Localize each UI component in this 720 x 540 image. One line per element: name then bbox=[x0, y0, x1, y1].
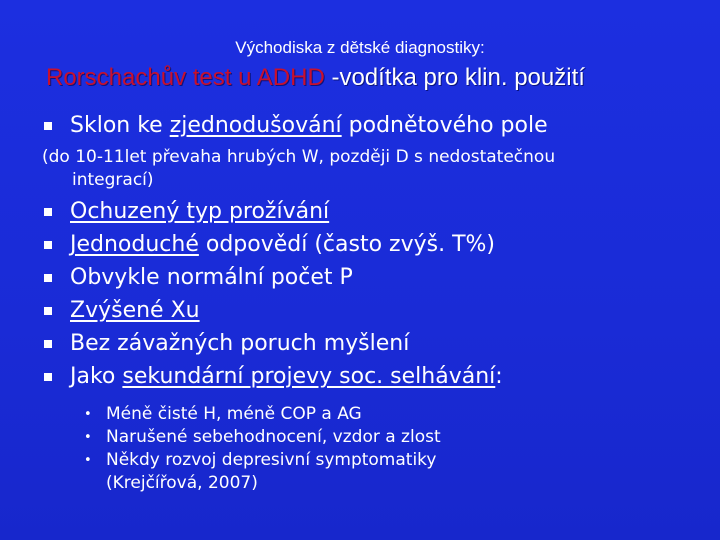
sub-bullet-item bbox=[84, 472, 644, 495]
bullet-item bbox=[44, 265, 353, 290]
bullet-item bbox=[44, 232, 495, 257]
bullet-text: Obvykle normální počet P bbox=[70, 265, 353, 290]
bullet-item bbox=[44, 364, 503, 389]
slide-title bbox=[46, 64, 585, 92]
slide-subtitle: Východiska z dětské diagnostiky: bbox=[235, 38, 485, 57]
sub-bullet-item bbox=[84, 403, 644, 426]
dot-bullet-icon: • bbox=[84, 430, 92, 445]
sub-bullet-text: Narušené sebehodnocení, vzdor a zlost bbox=[106, 427, 441, 447]
title-rest: -vodítka pro klin. použití bbox=[324, 64, 585, 91]
square-bullet-icon bbox=[44, 241, 52, 249]
bullet-item bbox=[44, 199, 329, 224]
note-line: (do 10-11let převaha hrubých W, později D s nedostatečnou bbox=[42, 147, 556, 167]
sub-bullet-text: Někdy rozvoj depresivní symptomatiky bbox=[106, 450, 437, 470]
dot-bullet-icon: • bbox=[84, 407, 92, 422]
bullet-text: Sklon ke zjednodušování podnětového pole bbox=[70, 113, 548, 138]
bullet-item bbox=[44, 331, 409, 356]
title-highlight: Rorschachův test u ADHD bbox=[46, 64, 325, 91]
bullet-item bbox=[44, 298, 200, 323]
bullet-text: Zvýšené Xu bbox=[70, 298, 200, 323]
bullet-text: Bez závažných poruch myšlení bbox=[70, 331, 410, 356]
underlined-term: zjednodušování bbox=[169, 113, 342, 138]
bullet-item bbox=[44, 113, 548, 138]
note-line: integrací) bbox=[72, 170, 154, 190]
square-bullet-icon bbox=[44, 340, 52, 348]
square-bullet-icon bbox=[44, 274, 52, 282]
sub-bullet-list bbox=[84, 403, 644, 495]
square-bullet-icon bbox=[44, 307, 52, 315]
dot-bullet-icon: • bbox=[84, 453, 92, 468]
note-paragraph bbox=[42, 146, 682, 192]
citation-text: (Krejčířová, 2007) bbox=[106, 473, 258, 493]
bullet-text: Ochuzený typ prožívání bbox=[70, 199, 330, 224]
sub-bullet-item bbox=[84, 449, 644, 472]
sub-bullet-text: Méně čisté H, méně COP a AG bbox=[106, 404, 362, 424]
sub-bullet-item bbox=[84, 426, 644, 449]
square-bullet-icon bbox=[44, 373, 52, 381]
bullet-text: Jako sekundární projevy soc. selhávání: bbox=[70, 364, 503, 389]
bullet-text: Jednoduché odpovědí (často zvýš. T%) bbox=[70, 232, 496, 257]
square-bullet-icon bbox=[44, 122, 52, 130]
square-bullet-icon bbox=[44, 208, 52, 216]
